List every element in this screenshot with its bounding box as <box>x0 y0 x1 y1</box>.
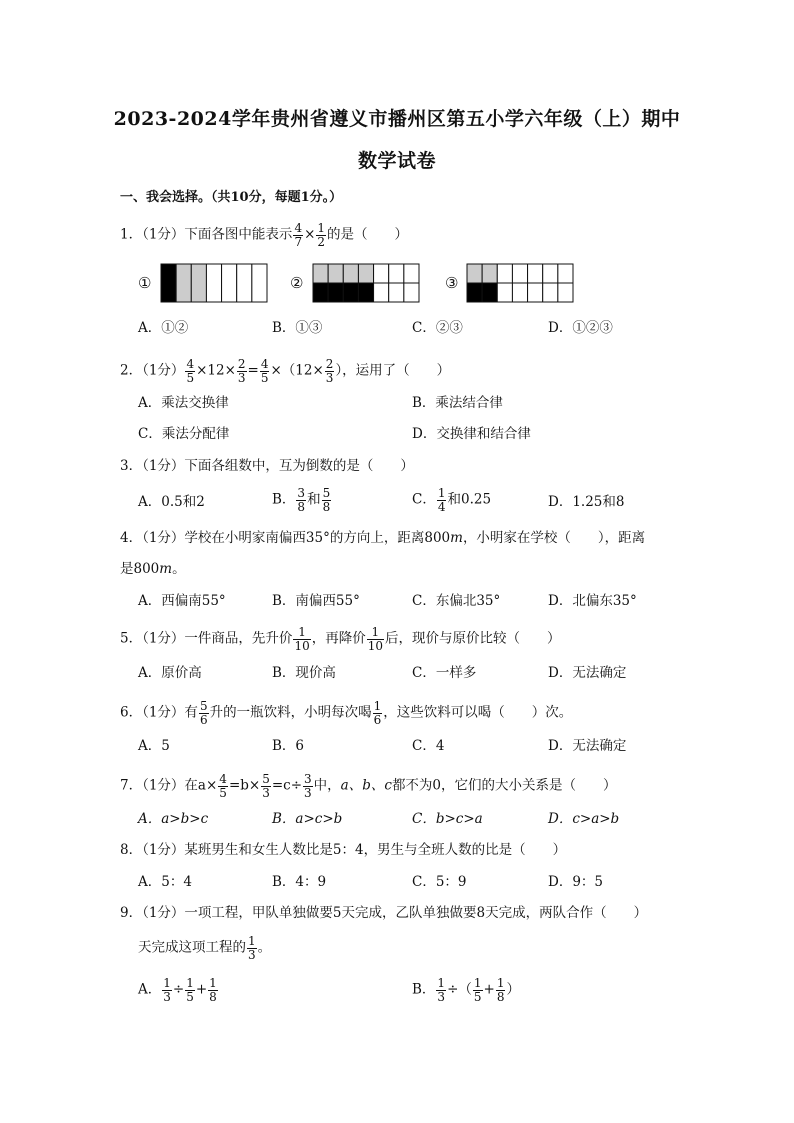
question-3-stem: 3．（1分）下面各组数中，互为倒数的是（ ） <box>120 458 414 474</box>
q6-option-b: B．6 <box>272 738 305 754</box>
q7-option-d: D．c>a>b <box>548 811 620 827</box>
grid-cell <box>358 264 373 283</box>
q1-option-d: D．①②③ <box>548 320 613 336</box>
q8-option-b: B．4：9 <box>272 874 327 890</box>
q7-option-a: A．a>b>c <box>138 811 209 827</box>
q8-option-a: A．5：4 <box>138 874 192 890</box>
q3-option-b: B． $\frac{3}{8}$ 和 $\frac{5}{8}$ <box>272 486 331 514</box>
grid-cell <box>512 264 527 283</box>
grid-cell <box>328 283 343 302</box>
question-9-line2: 天完成这项工程的 $\frac{1}{3}$ 。 <box>138 934 272 962</box>
q1-option-a: A．①② <box>138 320 189 336</box>
grid-cell <box>328 264 343 283</box>
question-1-stem <box>120 222 408 248</box>
q6-option-a: A．5 <box>138 738 170 754</box>
question-7-stem: 7．（1分）在a× $\frac{4}{5}$ =b× $\frac{5}{3}$ =c÷ $\frac{3}{3}$ 中，a、b、c都不为0，它们的大小关系是（ ） <box>120 772 617 800</box>
page-title-line2: 数学试卷 <box>357 150 436 172</box>
grid-cell <box>222 264 237 302</box>
q3-option-c: C． $\frac{1}{4}$ 和0.25 <box>412 486 492 514</box>
q1-text-post: 的是（ ） <box>327 226 409 243</box>
q3-option-a: A．0.5和2 <box>138 494 205 510</box>
figure-3-label: ③ <box>445 274 459 292</box>
q2-option-b: B．乘法结合律 <box>412 395 503 411</box>
q2-option-c: C．乘法分配律 <box>138 426 230 442</box>
grid-cell <box>404 283 419 302</box>
grid-cell <box>374 283 389 302</box>
grid-cell <box>358 283 373 302</box>
grid-cell <box>161 264 176 302</box>
grid-cell <box>206 264 221 302</box>
q7-option-b: B．a>c>b <box>272 811 343 827</box>
figure-1-grid <box>160 263 268 303</box>
grid-cell <box>528 264 543 283</box>
grid-cell <box>389 264 404 283</box>
grid-cell <box>389 283 404 302</box>
q2-option-d: D．交换律和结合律 <box>412 426 531 442</box>
grid-cell <box>543 264 558 283</box>
grid-cell <box>512 283 527 302</box>
grid-cell <box>543 283 558 302</box>
question-4-line1: 4．（1分）学校在小明家南偏西35°的方向上，距离800m，小明家在学校（ ），距离 <box>120 530 646 546</box>
q1-option-c: C．②③ <box>412 320 463 336</box>
grid-cell <box>176 264 191 302</box>
q4-option-a: A．西偏南55° <box>138 593 226 609</box>
page-title-line1: 2023-2024学年贵州省遵义市播州区第五小学六年级（上）期中 <box>113 108 681 130</box>
q4-option-b: B．南偏西55° <box>272 593 360 609</box>
q7-option-c: C．b>c>a <box>412 811 483 827</box>
q2-option-a: A．乘法交换律 <box>138 395 229 411</box>
grid-cell <box>482 264 497 283</box>
q4-option-c: C．东偏北35° <box>412 593 501 609</box>
q5-option-c: C．一样多 <box>412 665 477 681</box>
grid-cell <box>374 264 389 283</box>
q4-option-d: D．北偏东35° <box>548 593 637 609</box>
grid-cell <box>558 283 573 302</box>
q9-option-b: B． $\frac{1}{3}$ ÷（ $\frac{1}{5}$ + $\frac{1}{8}$ ） <box>412 976 520 1004</box>
q8-option-d: D．9：5 <box>548 874 604 890</box>
grid-cell <box>343 283 358 302</box>
question-9-line1: 9．（1分）一项工程，甲队单独做要5天完成，乙队单独做要8天完成，两队合作（ ） <box>120 905 648 921</box>
q1-times: × <box>304 226 316 243</box>
q6-option-d: D．无法确定 <box>548 738 627 754</box>
q3-option-d: D．1.25和8 <box>548 494 625 510</box>
figure-3-grid <box>466 263 574 303</box>
grid-cell <box>497 264 512 283</box>
figure-1-label: ① <box>138 274 152 292</box>
grid-cell <box>313 283 328 302</box>
grid-cell <box>482 283 497 302</box>
question-2-stem: 2．（1分） $\frac{4}{5}$ ×12× $\frac{2}{3}$ = $\frac{4}{5}$ ×（12× $\frac{2}{3}$ ），运用了（ ） <box>120 357 451 385</box>
grid-cell <box>497 283 512 302</box>
question-6-stem: 6．（1分）有 $\frac{5}{6}$ 升的一瓶饮料，小明每次喝 $\frac{1}{6}$ ，这些饮料可以喝（ ）次。 <box>120 699 573 727</box>
grid-cell <box>343 264 358 283</box>
question-8-stem: 8．（1分）某班男生和女生人数比是5：4，男生与全班人数的比是（ ） <box>120 842 567 858</box>
figure-2-grid <box>312 263 420 303</box>
q5-option-d: D．无法确定 <box>548 665 627 681</box>
figure-2-label: ② <box>290 274 304 292</box>
grid-cell <box>252 264 267 302</box>
grid-cell <box>528 283 543 302</box>
q8-option-c: C．5：9 <box>412 874 467 890</box>
grid-cell <box>237 264 252 302</box>
q5-option-b: B．现价高 <box>272 665 336 681</box>
q1-fraction-1: $\frac{4}{7}$ <box>294 221 303 249</box>
section-heading: 一、我会选择。（共10分，每题1分。） <box>120 190 343 205</box>
grid-cell <box>313 264 328 283</box>
q6-option-c: C．4 <box>412 738 445 754</box>
grid-cell <box>404 264 419 283</box>
grid-cell <box>191 264 206 302</box>
grid-cell <box>467 264 482 283</box>
question-4-line2: 是800m。 <box>120 561 186 577</box>
grid-cell <box>558 264 573 283</box>
q1-option-b: B．①③ <box>272 320 323 336</box>
q1-text-pre: 1．（1分）下面各图中能表示 <box>120 226 293 243</box>
q9-option-a: A． $\frac{1}{3}$ ÷ $\frac{1}{5}$ + $\frac{1}{8}$ <box>138 976 217 1004</box>
grid-cell <box>467 283 482 302</box>
q5-option-a: A．原价高 <box>138 665 202 681</box>
question-5-stem: 5．（1分）一件商品，先升价 $\frac{1}{10}$ ，再降价 $\frac{1}{10}$ 后，现价与原价比较（ ） <box>120 625 561 653</box>
q1-fraction-2: $\frac{1}{2}$ <box>317 221 326 249</box>
